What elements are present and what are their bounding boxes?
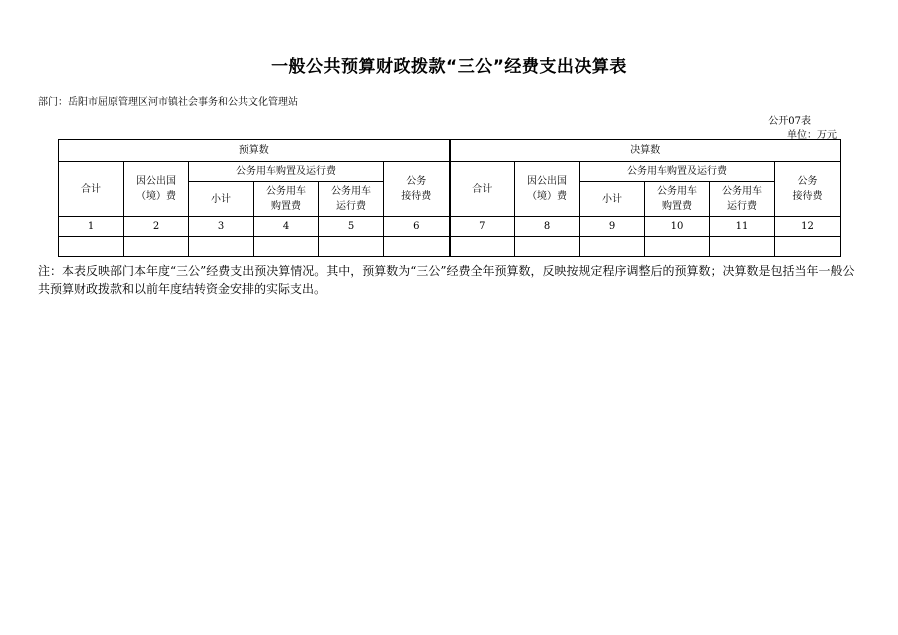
page-title: 一般公共预算财政拨款“三公”经费支出决算表 [271,57,627,77]
header-line: 购置费 [662,201,692,212]
column-index: 10 [645,217,710,237]
column-index: 6 [384,217,450,237]
table-cell [710,237,775,257]
table-header-row [59,162,841,182]
column-index: 2 [124,217,189,237]
department-label: 部门：岳阳市屈原管理区河市镇社会事务和公共文化管理站 [38,97,298,108]
header-line: 公务用车 [266,186,306,197]
header-line: 运行费 [727,201,757,212]
column-index: 12 [775,217,841,237]
header-line: 因公出国 [136,176,176,187]
header-line: 接待费 [401,191,432,202]
column-index: 7 [450,217,515,237]
table-cell [319,237,384,257]
final-abroad-header [515,162,580,217]
column-index: 9 [580,217,645,237]
table-cell [775,237,841,257]
column-index: 11 [710,217,775,237]
column-index: 4 [254,217,319,237]
form-code: 公开07表 [768,116,811,127]
table-row [59,237,841,257]
final-total-header: 合计 [450,162,515,217]
budget-group-header: 预算数 [59,140,450,162]
table-header-row [59,140,841,162]
table-cell [124,237,189,257]
budget-subtotal-header: 小计 [189,182,254,217]
table-cell [645,237,710,257]
budget-vehicle-group-header: 公务用车购置及运行费 [189,162,384,182]
final-subtotal-header: 小计 [580,182,645,217]
final-vehicle-group-header: 公务用车购置及运行费 [580,162,775,182]
budget-abroad-header [124,162,189,217]
header-line: （境）费 [527,191,567,202]
final-reception-header [775,162,841,217]
header-line: 公务 [797,176,818,187]
table-row [59,217,841,237]
column-index: 1 [59,217,124,237]
budget-purchase-header [254,182,319,217]
header-line: 接待费 [792,191,823,202]
table-cell [450,237,515,257]
footnote: 注：本表反映部门本年度“三公”经费支出预决算情况。其中，预算数为“三公”经费全年预算数，反映按规定程序调整后的预算数；决算数是包括当年一般公共预算财政拨款和以前年度结转资金安排的实际支出。 [38,264,855,296]
budget-reception-header [384,162,450,217]
table-cell [580,237,645,257]
three-public-expenses-table [58,139,841,257]
header-line: 因公出国 [527,176,567,187]
header-line: 公务 [406,176,427,187]
header-line: （境）费 [136,191,176,202]
table-cell [384,237,450,257]
column-index: 3 [189,217,254,237]
header-line: 运行费 [336,201,366,212]
header-line: 公务用车 [722,186,762,197]
header-line: 公务用车 [657,186,697,197]
column-index: 8 [515,217,580,237]
unit-label: 单位：万元 [787,130,837,141]
final-purchase-header [645,182,710,217]
budget-total-header: 合计 [59,162,124,217]
table-cell [59,237,124,257]
header-line: 购置费 [271,201,301,212]
table-cell [189,237,254,257]
table-cell [515,237,580,257]
budget-operation-header [319,182,384,217]
final-operation-header [710,182,775,217]
final-group-header: 决算数 [450,140,841,162]
header-line: 公务用车 [331,186,371,197]
table-cell [254,237,319,257]
column-index: 5 [319,217,384,237]
